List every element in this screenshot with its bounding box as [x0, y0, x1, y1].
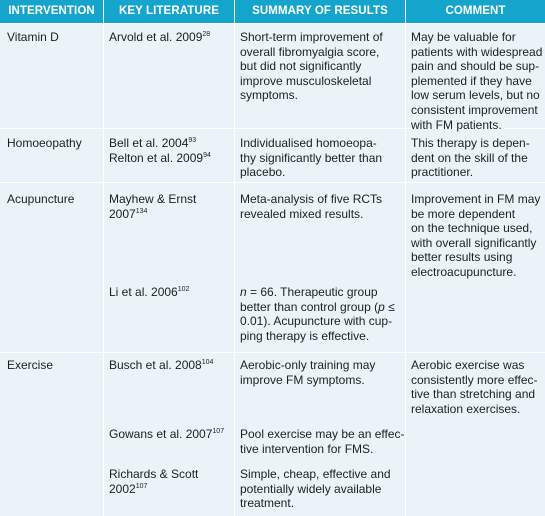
header-key-literature: KEY LITERATURE: [118, 5, 219, 17]
literature-cell: Gowans et al. 2007$^{107}$: [109, 427, 225, 441]
comment-cell: Improvement in FM may be more dependent on the technique used, with overall significantly better results using electroacupuncture.: [411, 192, 541, 279]
summary-cell: Individualised homoeopa- thy significantly better than placebo.: [240, 136, 383, 180]
column-divider: [103, 0, 104, 516]
literature-cell: Arvold et al. 2009$^{28}$: [109, 30, 211, 44]
summary-cell: Aerobic-only training may improve FM symptoms.: [240, 358, 376, 387]
intervention-cell: Exercise: [7, 358, 54, 372]
summary-cell: Meta-analysis of five RCTs revealed mixed results.: [240, 192, 383, 221]
table-header: [0, 0, 545, 23]
summary-cell: Pool exercise may be an effec- tive intervention for FMS.: [240, 427, 405, 456]
column-divider: [234, 0, 235, 516]
header-summary-of-results: SUMMARY OF RESULTS: [252, 5, 388, 17]
row-divider: [0, 182, 545, 183]
comment-cell: This therapy is depen- dent on the skill of the practitioner.: [411, 136, 530, 180]
literature-cell: Busch et al. 2008$^{104}$: [109, 358, 214, 372]
header-intervention: INTERVENTION: [8, 5, 95, 17]
comment-cell: May be valuable for patients with widespread pain and should be sup- plemented if they have low serum levels, but no consistent improvement with FM patients.: [411, 30, 543, 132]
summary-cell: Short-term improvement of overall fibromyalgia score, but did not significantly improve musculoskeletal symptoms.: [240, 30, 383, 103]
summary-cell: Simple, cheap, effective and potentially widely available treatment.: [240, 467, 391, 511]
intervention-cell: Homoeopathy: [7, 136, 82, 150]
summary-cell: n = 66. Therapeutic group better than control group (p ≤ 0.01). Acupuncture with cup- ping therapy is effective.: [240, 285, 395, 343]
row-divider: [0, 23, 545, 24]
intervention-cell: Acupuncture: [7, 192, 75, 206]
literature-cell: Bell et al. 2004$^{93}$ Relton et al. 2009$^{94}$: [109, 136, 211, 165]
comment-cell: Aerobic exercise was consistently more effec- tive than stretching and relaxation exercises.: [411, 358, 538, 416]
literature-cell: Richards & Scott 2002$^{107}$: [109, 467, 199, 496]
column-divider: [405, 0, 406, 516]
literature-cell: Li et al. 2006$^{102}$: [109, 285, 190, 299]
row-divider: [0, 352, 545, 353]
literature-cell: Mayhew & Ernst 2007$^{134}$: [109, 192, 197, 221]
intervention-cell: Vitamin D: [7, 30, 59, 44]
header-comment: COMMENT: [445, 5, 506, 17]
